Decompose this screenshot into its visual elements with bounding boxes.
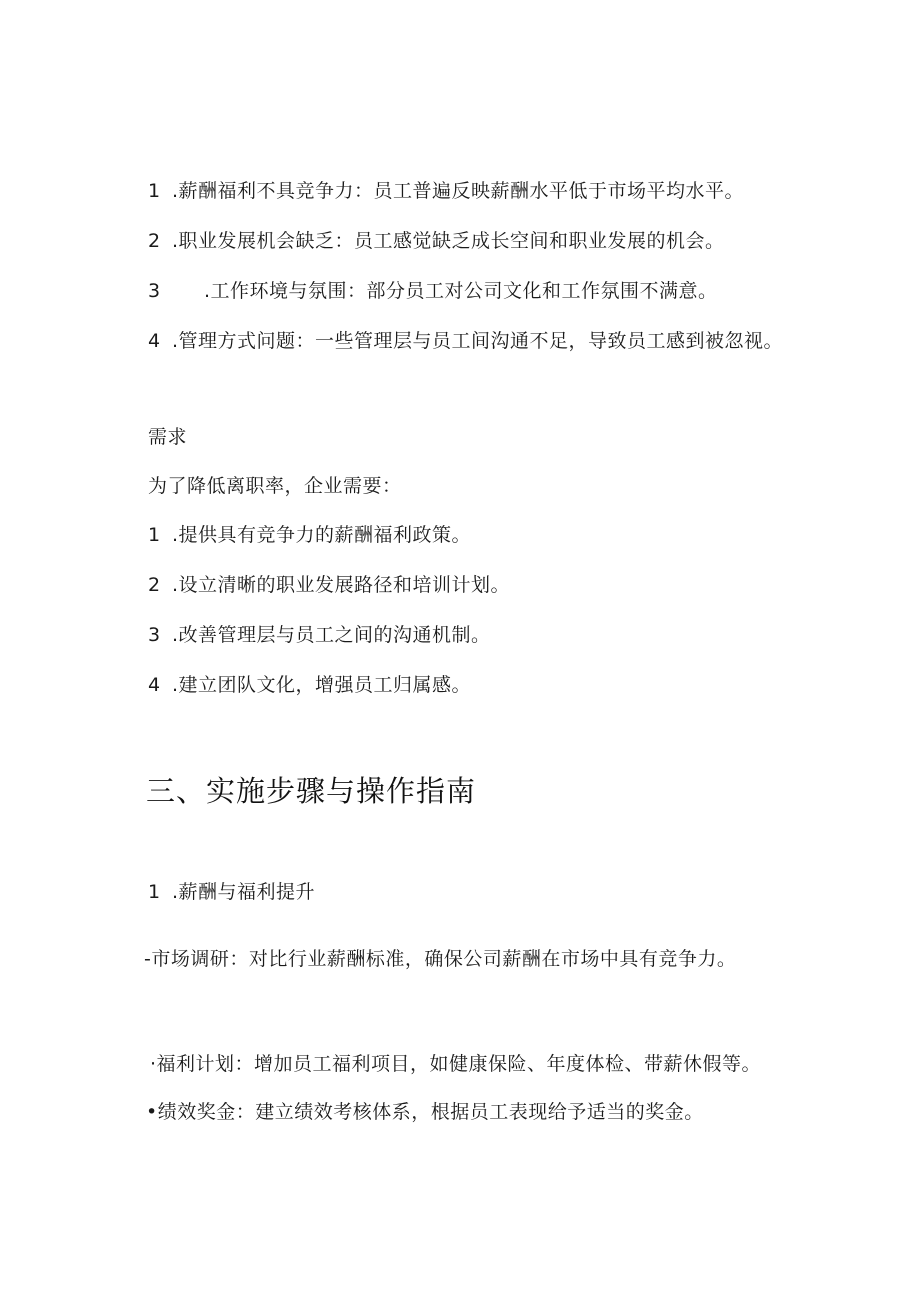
need-text: .设立清晰的职业发展路径和培训计划。 xyxy=(172,574,511,596)
problem-text: .管理方式问题：一些管理层与员工间沟通不足，导致员工感到被忽视。 xyxy=(172,330,784,352)
needs-title: 需求 xyxy=(148,426,188,448)
bullet-item: •绩效奖金：建立绩效考核体系，根据员工表现给予适当的奖金。 xyxy=(146,1101,704,1123)
problem-number: 1 xyxy=(148,180,161,202)
problem-item xyxy=(148,328,783,354)
bullet-item: -市场调研：对比行业薪酬标准，确保公司薪酬在市场中具有竞争力。 xyxy=(144,948,737,970)
need-item xyxy=(148,522,471,548)
problem-item xyxy=(148,228,725,254)
step-number: 1 xyxy=(148,881,161,903)
need-number: 1 xyxy=(148,524,161,546)
need-number: 4 xyxy=(148,674,161,696)
needs-intro: 为了降低离职率，企业需要： xyxy=(148,475,402,497)
need-number: 3 xyxy=(148,624,161,646)
bullet-item: ·福利计划：增加员工福利项目，如健康保险、年度体检、带薪休假等。 xyxy=(150,1053,762,1075)
problem-number: 2 xyxy=(148,230,161,252)
problem-text: .职业发展机会缺乏：员工感觉缺乏成长空间和职业发展的机会。 xyxy=(172,230,725,252)
need-number: 2 xyxy=(148,574,161,596)
problem-item xyxy=(148,278,718,304)
problem-text: .工作环境与氛围：部分员工对公司文化和工作氛围不满意。 xyxy=(204,280,718,302)
step-title-text: .薪酬与福利提升 xyxy=(172,881,316,903)
need-text: .建立团队文化，增强员工归属感。 xyxy=(172,674,472,696)
need-text: .改善管理层与员工之间的沟通机制。 xyxy=(172,624,491,646)
section-heading: 三、实施步骤与操作指南 xyxy=(146,774,477,808)
problem-item xyxy=(148,178,744,204)
need-item xyxy=(148,572,510,598)
need-item xyxy=(148,622,491,648)
problem-number: 4 xyxy=(148,330,161,352)
need-item xyxy=(148,672,471,698)
need-text: .提供具有竞争力的薪酬福利政策。 xyxy=(172,524,472,546)
problem-text: .薪酬福利不具竞争力：员工普遍反映薪酬水平低于市场平均水平。 xyxy=(172,180,745,202)
problem-number: 3 xyxy=(148,280,161,302)
step-title xyxy=(148,879,315,905)
